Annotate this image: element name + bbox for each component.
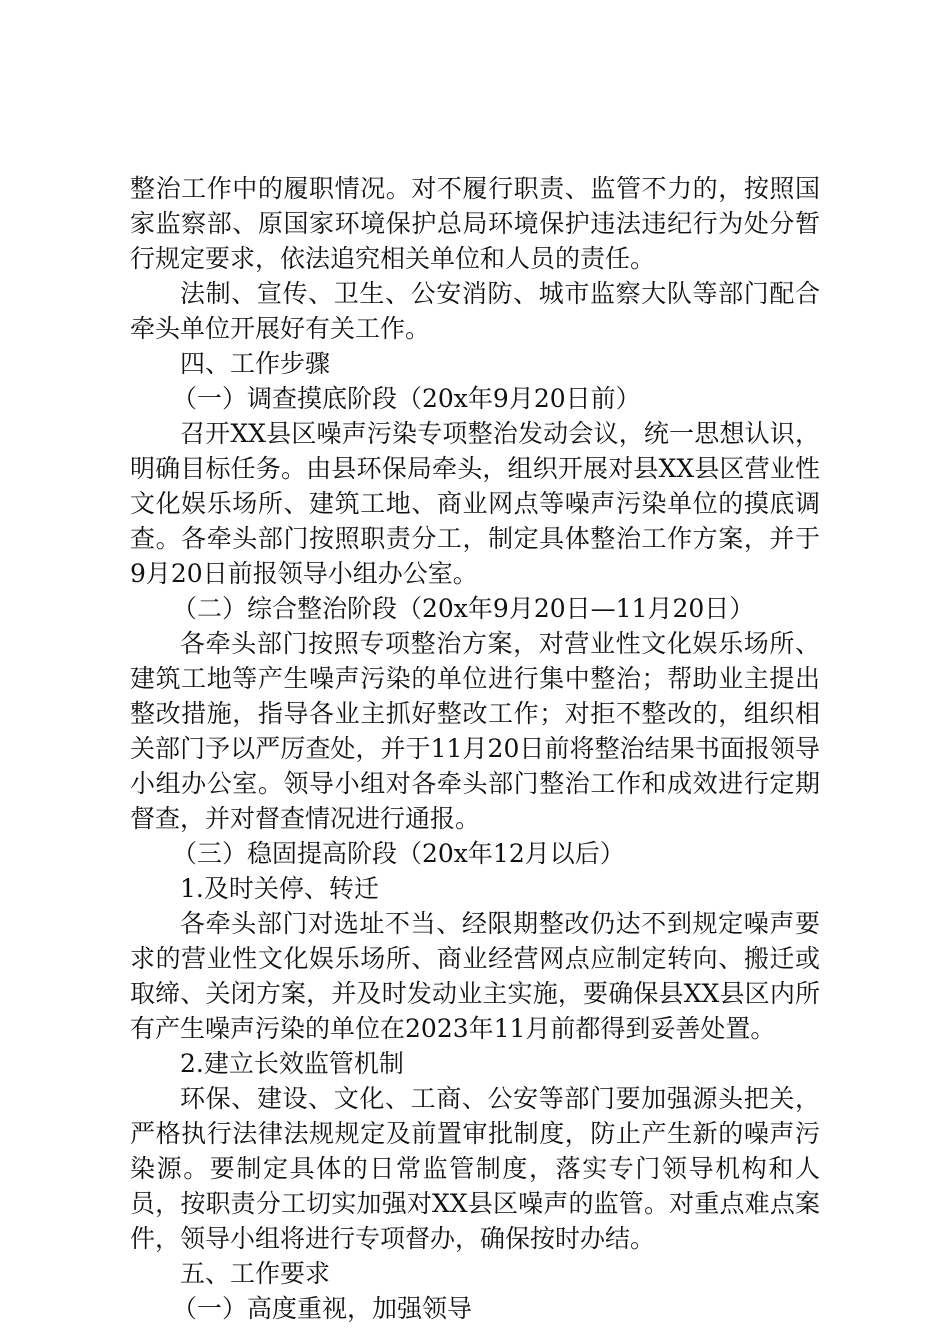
paragraph-survey-stage: 召开XX县区噪声污染专项整治发动会议，统一思想认识，明确目标任务。由县环保局牵头，组织开展对县XX县区营业性文化娱乐场所、建筑工地、商业网点等噪声污染单位的摸底调查。各牵头部门按照职责分工，制定具体整治工作方案，并于9月20日前报领导小组办公室。 (130, 419, 820, 588)
subheading-comprehensive-rectification-stage: （二）综合整治阶段（20x年9月20日—11月20日） (172, 594, 755, 623)
subheading-attach-importance: （一）高度重视，加强领导 (172, 1294, 473, 1323)
paragraph-cooperating-departments: 法制、宣传、卫生、公安消防、城市监察大队等部门配合牵头单位开展好有关工作。 (130, 279, 820, 343)
section-heading-work-steps: 四、工作步骤 (180, 349, 331, 378)
subheading-survey-stage: （一）调查摸底阶段（20x年9月20日前） (172, 384, 641, 413)
paragraph-duty-performance: 整治工作中的履职情况。对不履行职责、监管不力的，按照国家监察部、原国家环境保护总局环境保护违法违纪行为处分暂行规定要求，依法追究相关单位和人员的责任。 (130, 174, 820, 273)
paragraph-shutdown-relocation: 各牵头部门对选址不当、经限期整改仍达不到规定噪声要求的营业性文化娱乐场所、商业经营网点应制定转向、搬迁或取缔、关闭方案，并及时发动业主实施，要确保县XX县区内所有产生噪声污染的单位在2023年11月前都得到妥善处置。 (130, 909, 820, 1043)
subheading-consolidation-stage: （三）稳固提高阶段（20x年12月以后） (172, 839, 625, 868)
document-body (130, 171, 820, 1326)
paragraph-long-term-supervision: 环保、建设、文化、工商、公安等部门要加强源头把关，严格执行法律法规规定及前置审批制度，防止产生新的噪声污染源。要制定具体的日常监管制度，落实专门领导机构和人员，按职责分工切实加强对XX县区噪声的监管。对重点难点案件，领导小组将进行专项督办，确保按时办结。 (130, 1084, 820, 1253)
item-heading-shutdown-relocation: 1.及时关停、转迁 (180, 874, 379, 903)
item-heading-long-term-supervision: 2.建立长效监管机制 (180, 1049, 404, 1078)
paragraph-comprehensive-rectification-stage: 各牵头部门按照专项整治方案，对营业性文化娱乐场所、建筑工地等产生噪声污染的单位进行集中整治；帮助业主提出整改措施，指导各业主抓好整改工作；对拒不整改的，组织相关部门予以严厉查处，并于11月20日前将整治结果书面报领导小组办公室。领导小组对各牵头部门整治工作和成效进行定期督查，并对督查情况进行通报。 (130, 629, 820, 833)
section-heading-work-requirements: 五、工作要求 (180, 1259, 331, 1288)
